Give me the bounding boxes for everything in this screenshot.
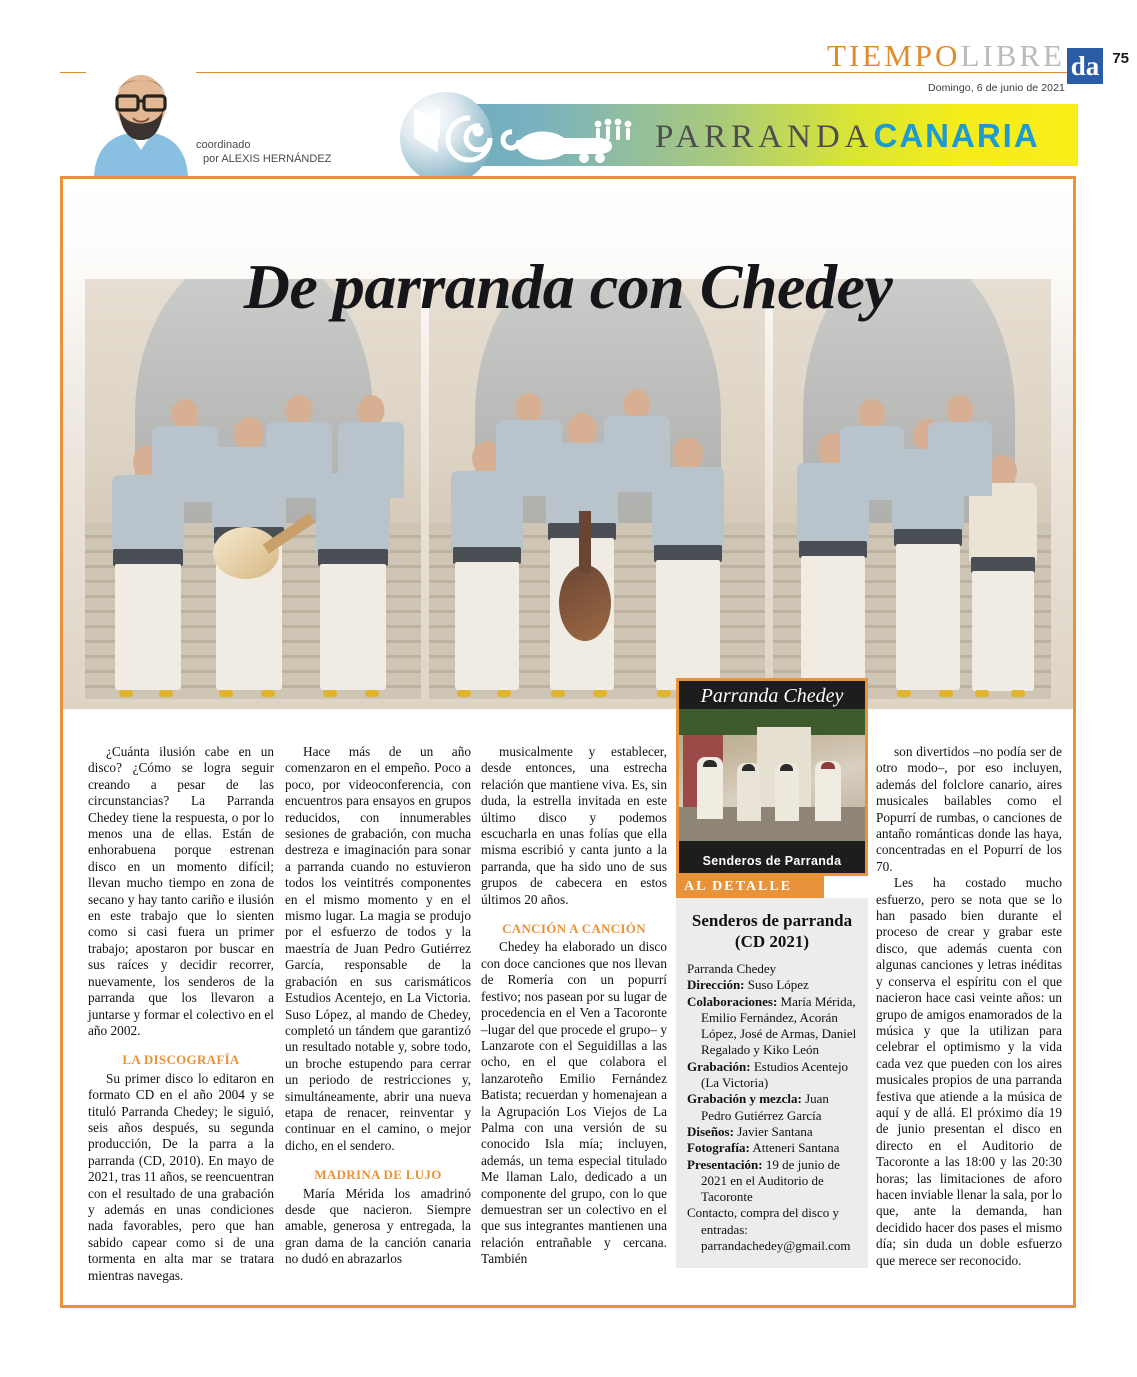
paragraph: Hace más de un año comenzaron en el empeño. Poco a poco, por videoconferencia, con encuentros para ensayos en grupos reducidos, con innumerables sesiones de grabación, con mucha destreza e imaginación para sonar a parranda cuando no estuvieron todos los veintitrés componentes en el mismo momento y en el mismo lugar. La magia se produjo por el esfuerzo de todos y la maestría de Juan Pedro Gutiérrez García, responsable de la grabación en sus carismáticos Estudios Acentejo, en La Victoria. Suso López, al mando de Chedey, completó un tándem que garantizó un resultado notable y, sobre todo, un broche estupendo para cerrar un periodo de restricciones y, simultáneamente, abrir una nueva etapa de renacer, reinventar y continuar en el camino, o mejor dicho, en el sendero. <box>285 744 471 1153</box>
paragraph: Les ha costado mucho esfuerzo, pero se nota que se lo han pasado bien durante el proceso de crear y grabar este disco, que además cuenta con algunas canciones y letras inéditas y conserva el espíritu con el que nacieron hace casi veinte años: un grupo de amigos enamorados de la música y que la utilizan para celebrar el optimismo y la vida cada vez que pueden con los aires musicales propios de una parranda festiva que atiende a la música de aquí y de allá. El próximo día 19 de junio presentan el disco en directo en el Auditorio de Tacoronte a las 18:00 y las 20:30 horas; las limitaciones de aforo hacen inviable llenar la sala, por lo que, ante la demanda, han decidido hacer dos pases el mismo día; sin duda un doble esfuerzo que merece ser reconocido. <box>876 875 1062 1268</box>
detail-item <box>687 977 857 993</box>
cd-cover-image <box>676 678 868 876</box>
banner-title-parranda: PARRANDA <box>655 119 874 155</box>
da-logo: da <box>1067 48 1103 84</box>
article-column-4 <box>876 744 1062 1269</box>
article-column-3 <box>481 744 667 1268</box>
detail-badge: AL DETALLE <box>676 876 824 898</box>
coordinator-credit <box>196 138 331 166</box>
parranda-emblem-icon <box>400 92 510 184</box>
section-heading-cancion: CANCIÓN A CANCIÓN <box>502 921 646 937</box>
group-photo-middle <box>429 279 765 699</box>
paragraph: musicalmente y establecer, desde entonces, una estrecha relación que mantiene viva. Es, sin duda, la estrella invitada en este último disco y podemos escucharla en unas folías que ella misma escribió y canta junto a la parranda, que ha sido uno de sus grupos de cabecera en estos últimos 20 años. <box>481 744 667 907</box>
tiempo-label: TIEMPO <box>827 38 961 73</box>
section-logo-tiempo-libre <box>827 40 1065 71</box>
detail-item-value: Parranda Chedey <box>687 961 777 976</box>
detail-item <box>687 961 857 977</box>
coordinator-portrait <box>86 48 196 176</box>
detail-item <box>687 1140 857 1156</box>
detail-item <box>687 1157 857 1206</box>
detail-item-label: Grabación y mezcla: <box>687 1091 802 1107</box>
paragraph: Chedey ha elaborado un disco con doce canciones que nos llevan de Romería con un popurrí festivo; nos pasean por su lugar de procedencia en el Ven a Tacoronte –lugar del que procede el grupo– y Lanzarote con el Seguidillas a las ocho, en el que colabora el lanzaroteño Emilio Fernández Batista; recuerdan y homenajean a la Agrupación Los Viejos de La Palma con una versión de su conocido Isla mía; incluyen, además, un tema especial titulado Me llaman Lalo, dedicado a un componente del grupo, con lo que demuestran ser un colectivo en el que sus integrantes mantienen una relación entrañable y cercana. También <box>481 939 667 1267</box>
detail-item-value: Javier Santana <box>733 1123 813 1139</box>
detail-item <box>687 1091 857 1124</box>
banner-title-canaria: CANARIA <box>873 117 1040 154</box>
section-heading-discografia: LA DISCOGRAFÍA <box>122 1052 240 1068</box>
detail-item <box>687 1124 857 1140</box>
detail-item-value: María Mérida, Emilio Fernández, Acorán López, José de Armas, Daniel Regalado y Kiko León <box>701 993 857 1058</box>
page-title: De parranda con Chedey <box>243 250 893 322</box>
paragraph: son divertidos –no podía ser de otro modo–, por eso incluyen, además del folclore canario, aires musicales bailables como el Popurrí de rumbas, o canciones de antaño románticas donde las haya, concentradas en el Popurrí de los 70. <box>876 744 1062 874</box>
page-number: 75 <box>1112 50 1129 67</box>
detail-item-label: Diseños: <box>687 1123 734 1139</box>
coordinator-line-1: coordinado <box>196 139 251 151</box>
detail-item-value: Atteneri Santana <box>749 1140 840 1156</box>
hero-section <box>63 179 1073 709</box>
detail-item-label: Presentación: <box>687 1156 763 1172</box>
detail-item <box>687 1059 857 1092</box>
detail-item <box>687 1205 857 1254</box>
paragraph: ¿Cuánta ilusión cabe en un disco? ¿Cómo se logra seguir creando a pesar de las circunstancias? La Parranda Chedey tiene la respuesta, o por lo menos una de ellas. Están de enhorabuena porque estrenan disco en un momento difícil; llevan mucho tiempo en zona de secano y hay tanto cariño e ilusión en este trabajo que lo sienten como si casi fuera un primer trabajo; apostaron por buscar en sus raíces y decidir recorrer, nuevamente, los senderos de la parranda que los llevaron a juntarse y formar el colectivo en el año 2002. <box>88 744 274 1038</box>
detail-box-title: Senderos de parranda (CD 2021) <box>691 911 853 951</box>
group-photo-right <box>773 279 1051 699</box>
detail-item-value: Contacto, compra del disco y entradas: parrandachedey@gmail.com <box>687 1205 851 1254</box>
publication-date: Domingo, 6 de junio de 2021 <box>928 82 1065 94</box>
detail-item-label: Dirección: <box>687 977 745 993</box>
detail-item-label: Fotografía: <box>687 1140 750 1156</box>
banner-title <box>655 116 1040 157</box>
group-photo-left <box>85 279 421 699</box>
detail-box <box>676 898 868 1268</box>
libre-label: LIBRE <box>960 38 1065 73</box>
detail-item-value: Estudios Acentejo (La Victoria) <box>701 1058 849 1091</box>
paragraph: Su primer disco lo editaron en formato CD en el año 2004 y se tituló Parranda Chedey; le siguió, seis años después, su segunda producción, De la parra a la parranda (CD, 2010). En mayo de 2021, tras 11 años, se reencuentran con el resultado de una grabación y además en unas condiciones nada favorables, pero que han sabido capear como si de una tormenta en alta mar se tratara mientras navegas. <box>88 1070 274 1283</box>
detail-item <box>687 994 857 1059</box>
detail-item-value: 19 de junio de 2021 en el Auditorio de Tacoronte <box>701 1156 840 1205</box>
cd-cover-subtitle: Senderos de Parranda <box>702 854 842 868</box>
article-column-1 <box>88 744 274 1284</box>
cd-cover-photo <box>679 709 865 841</box>
paragraph: María Mérida los amadrinó desde que nacieron. Siempre amable, generosa y entregada, la gran dama de la canción canaria no dudó en abrazarlos <box>285 1185 471 1267</box>
detail-list <box>687 961 857 1254</box>
article-column-2 <box>285 744 471 1268</box>
detail-item-value: Juan Pedro Gutiérrez García <box>701 1091 829 1123</box>
cd-cover-title: Parranda Chedey <box>700 685 844 707</box>
section-heading-madrina: MADRINA DE LUJO <box>314 1167 442 1183</box>
detail-item-label: Colaboraciones: <box>687 993 778 1009</box>
detail-item-label: Grabación: <box>687 1058 751 1074</box>
detail-item-value: Suso López <box>744 977 809 993</box>
coordinator-line-2: por ALEXIS HERNÁNDEZ <box>203 153 332 165</box>
